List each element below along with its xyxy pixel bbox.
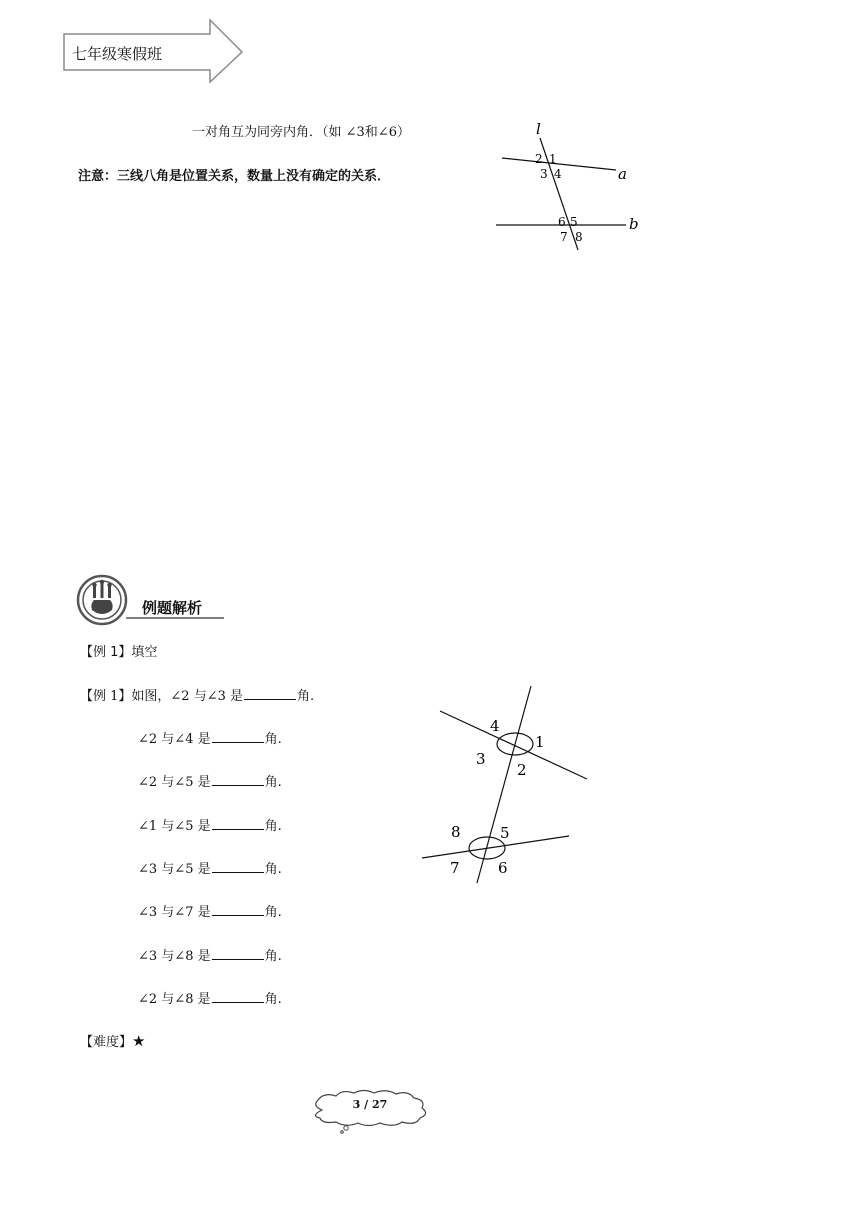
answer-blank[interactable]	[212, 903, 264, 916]
question-line	[138, 858, 282, 877]
note-text: 注意：三线八角是位置关系，数量上没有确定的关系．	[78, 169, 391, 184]
question-left: ∠2 与∠3 是	[170, 689, 243, 704]
answer-blank[interactable]	[212, 947, 264, 960]
angle-3: 3	[540, 167, 548, 181]
question-line	[138, 771, 282, 790]
label-l: l	[536, 120, 541, 138]
question-line	[138, 945, 282, 964]
header-badge	[60, 18, 244, 84]
question-left: ∠1 与∠5 是	[138, 819, 211, 834]
question-line	[138, 901, 282, 920]
angle-7: 7	[560, 230, 568, 244]
question-left: ∠2 与∠4 是	[138, 732, 211, 747]
star-icon: ★	[132, 1032, 146, 1050]
answer-blank[interactable]	[212, 730, 264, 743]
difficulty-label: 【难度】	[80, 1035, 133, 1050]
angle-1: 1	[535, 733, 545, 751]
line-l	[540, 138, 578, 250]
question-right: 角.	[297, 689, 315, 704]
example-heading: 【例 1】填空	[80, 645, 158, 660]
label-a: a	[618, 165, 627, 183]
angle-6: 6	[498, 859, 508, 877]
angle-2: 2	[517, 761, 527, 779]
angle-4: 4	[490, 717, 500, 735]
cloud-icon	[308, 1088, 432, 1134]
angle-7: 7	[450, 859, 460, 877]
same-side-interior-line: 一对角互为同旁内角．（如 ∠3和∠6）	[192, 125, 410, 140]
transversal-line	[477, 686, 531, 883]
question-left: ∠3 与∠8 是	[138, 949, 211, 964]
answer-blank[interactable]	[212, 990, 264, 1003]
difficulty-line	[80, 1031, 145, 1050]
badge-title: 七年级寒假班	[72, 45, 163, 63]
question-right: 角.	[264, 732, 282, 747]
answer-blank[interactable]	[212, 860, 264, 873]
question-right: 角.	[264, 819, 282, 834]
question-left: ∠2 与∠8 是	[138, 992, 211, 1007]
question-left: ∠2 与∠5 是	[138, 775, 211, 790]
angle-8: 8	[575, 230, 583, 244]
page-number: 3 / 27	[352, 1098, 388, 1111]
question-right: 角.	[264, 992, 282, 1007]
angle-8: 8	[451, 823, 461, 841]
page-footer	[308, 1088, 432, 1134]
answer-blank[interactable]	[212, 817, 264, 830]
angle-6: 6	[558, 215, 566, 229]
section-title: 例题解析	[142, 599, 203, 617]
label-b: b	[629, 215, 639, 233]
question-right: 角.	[264, 905, 282, 920]
angle-2: 2	[535, 152, 543, 166]
figure-transversal-parallel	[490, 118, 650, 258]
angle-5: 5	[500, 824, 510, 842]
question-left: ∠3 与∠7 是	[138, 905, 211, 920]
answer-blank[interactable]	[212, 773, 264, 786]
question-left: ∠3 与∠5 是	[138, 862, 211, 877]
figure-eight-angles	[414, 680, 604, 890]
upper-line	[440, 711, 587, 779]
lower-line	[422, 836, 569, 858]
section-header	[76, 574, 236, 628]
example-prefix: 【例 1】如图，	[80, 689, 171, 704]
question-line	[138, 728, 282, 747]
example-first-line	[80, 685, 314, 704]
question-right: 角.	[264, 775, 282, 790]
angle-5: 5	[570, 215, 578, 229]
question-right: 角.	[264, 862, 282, 877]
question-right: 角.	[264, 949, 282, 964]
angle-3: 3	[476, 750, 486, 768]
question-line	[138, 815, 282, 834]
answer-blank[interactable]	[244, 687, 296, 700]
question-line	[138, 988, 282, 1007]
angle-1: 1	[549, 152, 557, 166]
angle-4: 4	[554, 167, 562, 181]
